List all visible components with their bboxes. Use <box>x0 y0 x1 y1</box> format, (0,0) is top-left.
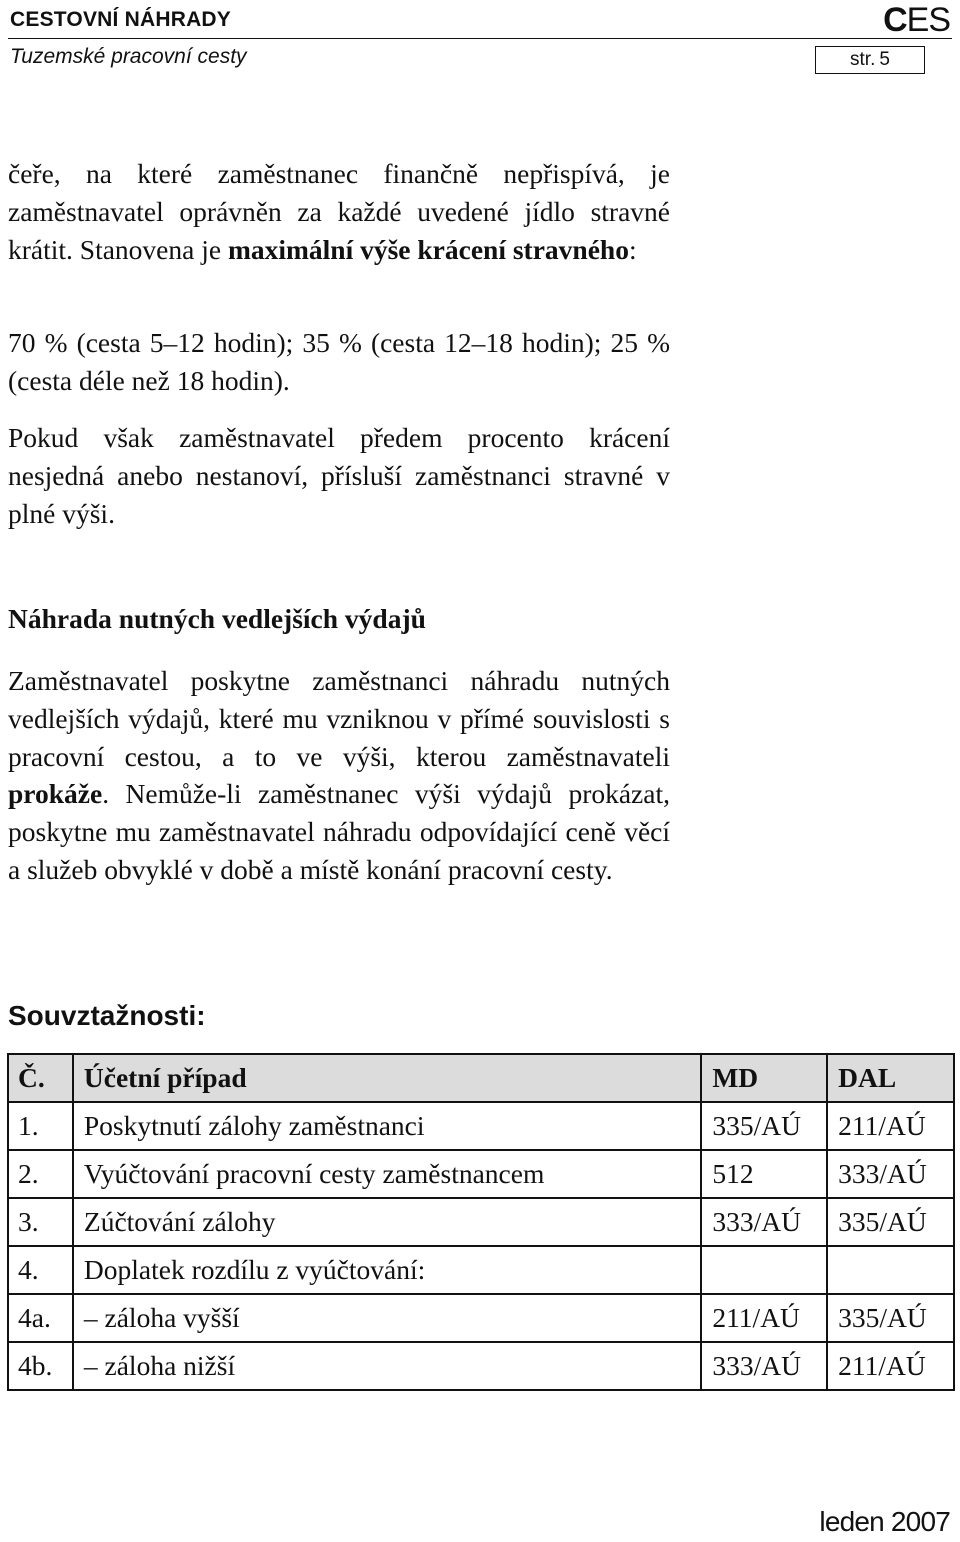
column-header-md: MD <box>701 1054 827 1102</box>
row-dal <box>827 1246 954 1294</box>
row-case: – záloha nižší <box>73 1342 701 1390</box>
publisher-logo <box>883 1 950 40</box>
column-header-case: Účetní případ <box>73 1054 701 1102</box>
paragraph-text-after: . Nemůže-li zaměstnanec výši výdajů prokázat, poskytne mu zaměstnavatel náhradu odpovídající ceně věcí a služeb obvyklé v době a místě konání pracovní cesty. <box>8 778 670 885</box>
row-md: 211/AÚ <box>701 1294 827 1342</box>
row-number: 1. <box>8 1102 73 1150</box>
row-case: Zúčtování zálohy <box>73 1198 701 1246</box>
row-md: 512 <box>701 1150 827 1198</box>
row-dal: 211/AÚ <box>827 1342 954 1390</box>
paragraph-side-expenses <box>8 662 670 889</box>
table-row <box>8 1102 954 1150</box>
row-number: 4b. <box>8 1342 73 1390</box>
paragraph-text: čeře, na které zaměstnanec finančně nepřispívá, je zaměstnavatel oprávněn za každé uvedené jídlo stravné krátit. Stanovena je <box>8 158 670 265</box>
header-subtitle: Tuzemské pracovní cesty <box>10 45 247 68</box>
row-number: 4a. <box>8 1294 73 1342</box>
section-heading: Náhrada nutných vedlejších výdajů <box>8 603 426 634</box>
souvztaznosti-heading: Souvztažnosti: <box>8 1000 206 1031</box>
row-md: 335/AÚ <box>701 1102 827 1150</box>
table-row <box>8 1342 954 1390</box>
row-number: 2. <box>8 1150 73 1198</box>
logo-letters-es: ES <box>906 1 950 39</box>
table-header-row <box>8 1054 954 1102</box>
paragraph-bold: prokáže <box>8 778 103 810</box>
table-row <box>8 1246 954 1294</box>
table-row <box>8 1294 954 1342</box>
table-row <box>8 1150 954 1198</box>
paragraph-text: Zaměstnavatel poskytne zaměstnanci náhradu nutných vedlejších výdajů, které mu vzniknou v přímé souvislosti s pracovní cestou, a to ve výši, kterou zaměstnavateli <box>8 665 670 772</box>
page-number-box <box>815 46 925 74</box>
paragraph-percentages: 70 % (cesta 5–12 hodin); 35 % (cesta 12–18 hodin); 25 % (cesta déle než 18 hodin). <box>8 327 670 396</box>
paragraph-bold: maximální výše krácení stravného <box>227 233 629 265</box>
paragraph-tail: : <box>628 233 637 265</box>
column-header-number: Č. <box>8 1054 73 1102</box>
row-md <box>701 1246 827 1294</box>
paragraph-meal-reduction <box>8 155 670 268</box>
page-number: 5 <box>879 49 890 70</box>
row-dal: 333/AÚ <box>827 1150 954 1198</box>
footer-date: leden 2007 <box>819 1506 950 1537</box>
page-label: str. <box>850 49 876 70</box>
row-dal: 335/AÚ <box>827 1198 954 1246</box>
accounting-table <box>7 1053 955 1391</box>
column-header-dal: DAL <box>827 1054 954 1102</box>
row-case: – záloha vyšší <box>73 1294 701 1342</box>
row-case: Doplatek rozdílu z vyúčtování: <box>73 1246 701 1294</box>
header-rule <box>8 38 952 39</box>
row-number: 4. <box>8 1246 73 1294</box>
paragraph-full-allowance: Pokud však zaměstnavatel předem procento krácení nesjedná anebo nestanoví, přísluší zaměstnanci stravné v plné výši. <box>8 422 670 529</box>
row-case: Poskytnutí zálohy zaměstnanci <box>73 1102 701 1150</box>
row-md: 333/AÚ <box>701 1342 827 1390</box>
row-md: 333/AÚ <box>701 1198 827 1246</box>
header-title: CESTOVNÍ NÁHRADY <box>10 8 232 31</box>
logo-letter-c: C <box>883 1 907 39</box>
row-dal: 211/AÚ <box>827 1102 954 1150</box>
row-number: 3. <box>8 1198 73 1246</box>
row-dal: 335/AÚ <box>827 1294 954 1342</box>
row-case: Vyúčtování pracovní cesty zaměstnancem <box>73 1150 701 1198</box>
table-row <box>8 1198 954 1246</box>
